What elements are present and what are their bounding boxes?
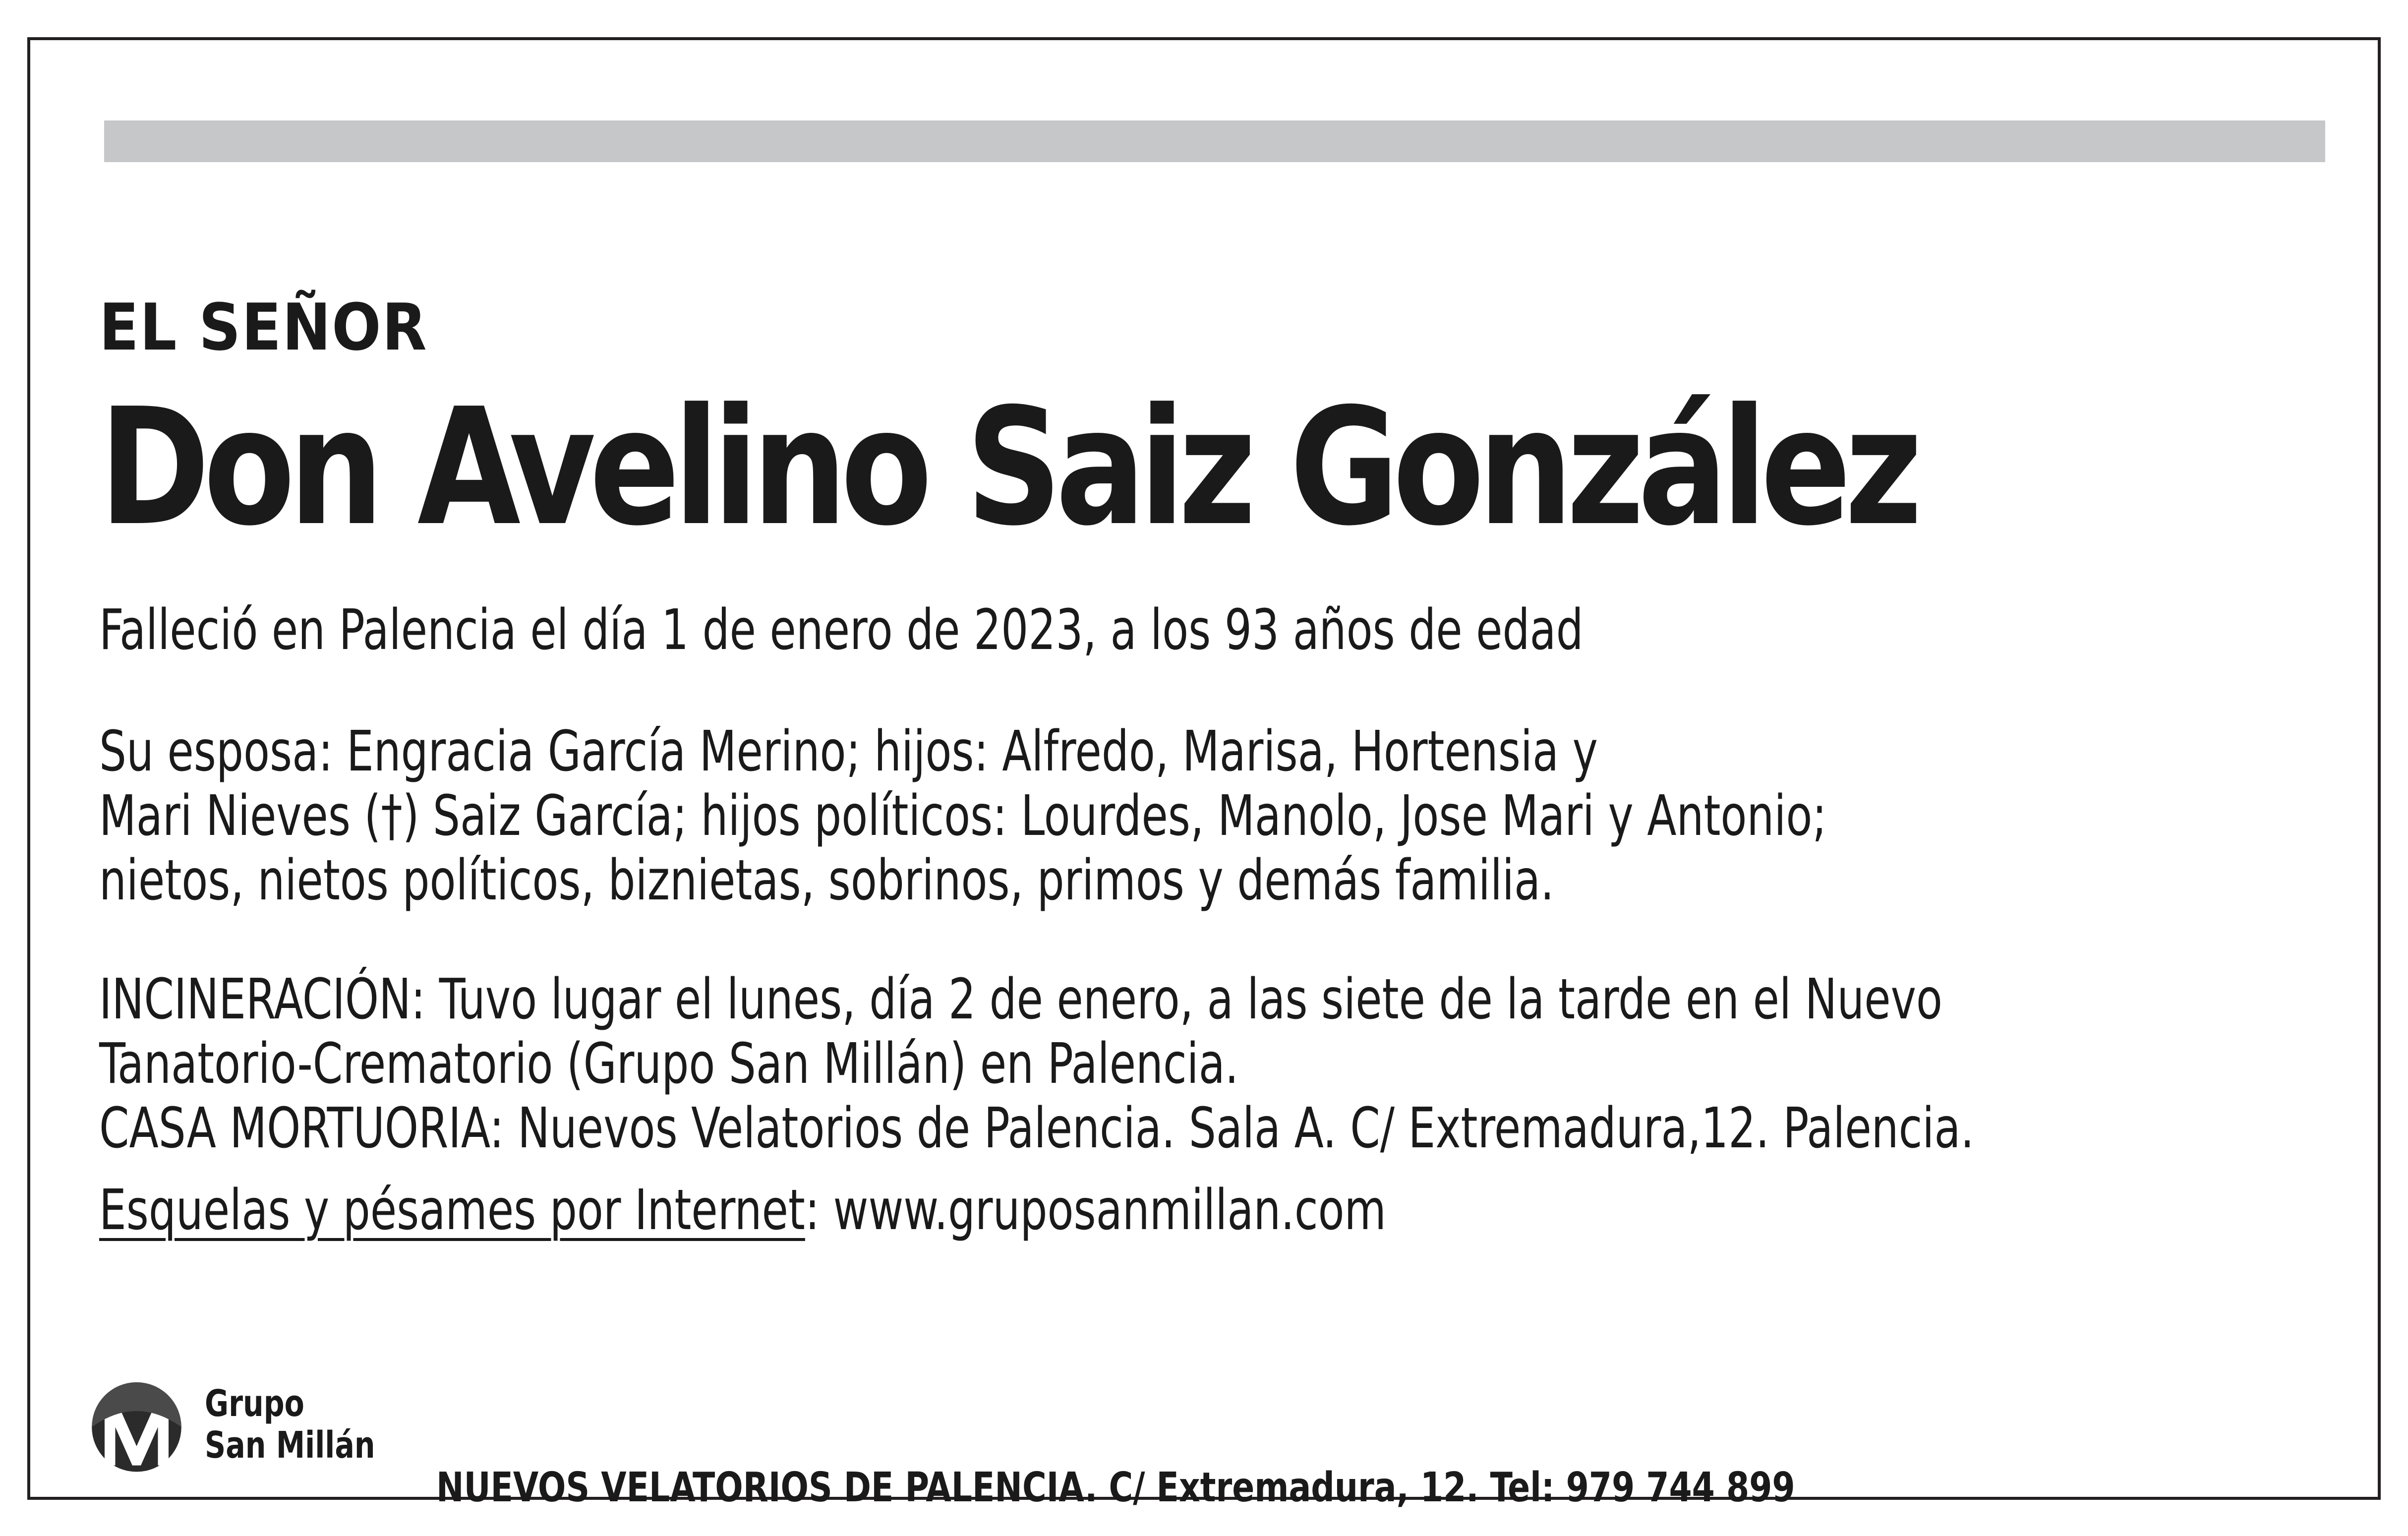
- ceremony-line-1: INCINERACIÓN: Tuvo lugar el lunes, día 2 de enero, a las siete de la tarde en el Nuevo: [99, 967, 1942, 1032]
- deceased-name: Don Avelino Saiz González: [99, 373, 1916, 561]
- footer-address: NUEVOS VELATORIOS DE PALENCIA. C/ Extremadura, 12. Tel: 979 744 899: [436, 1464, 1795, 1511]
- logo-line-1: Grupo: [205, 1382, 304, 1425]
- grupo-san-millan-logo-icon: [83, 1376, 190, 1482]
- top-decorative-bar: [104, 120, 2325, 162]
- logo-wordmark: [205, 1383, 375, 1466]
- death-announcement: Falleció en Palencia el día 1 de enero de 2023, a los 93 años de edad: [99, 598, 1584, 662]
- honorific-title: EL SEÑOR: [99, 290, 428, 365]
- family-line-3: nietos, nietos políticos, biznietas, sobrinos, primos y demás familia.: [99, 848, 1554, 913]
- ceremony-line-2: Tanatorio-Crematorio (Grupo San Millán) en Palencia.: [99, 1032, 1239, 1096]
- family-line-1: Su esposa: Engracia García Merino; hijos: Alfredo, Marisa, Hortensia y: [99, 719, 1598, 784]
- ceremony-line-3: CASA MORTUORIA: Nuevos Velatorios de Palencia. Sala A. C/ Extremadura,12. Palencia.: [99, 1096, 1974, 1161]
- logo-line-2: San Millán: [205, 1423, 375, 1467]
- internet-label[interactable]: Esquelas y pésames por Internet: [99, 1178, 805, 1242]
- internet-line: [99, 1178, 1386, 1242]
- internet-separator: :: [805, 1178, 833, 1242]
- internet-url[interactable]: www.gruposanmillan.com: [833, 1178, 1386, 1242]
- family-line-2: Mari Nieves (†) Saiz García; hijos políticos: Lourdes, Manolo, Jose Mari y Antonio;: [99, 784, 1827, 848]
